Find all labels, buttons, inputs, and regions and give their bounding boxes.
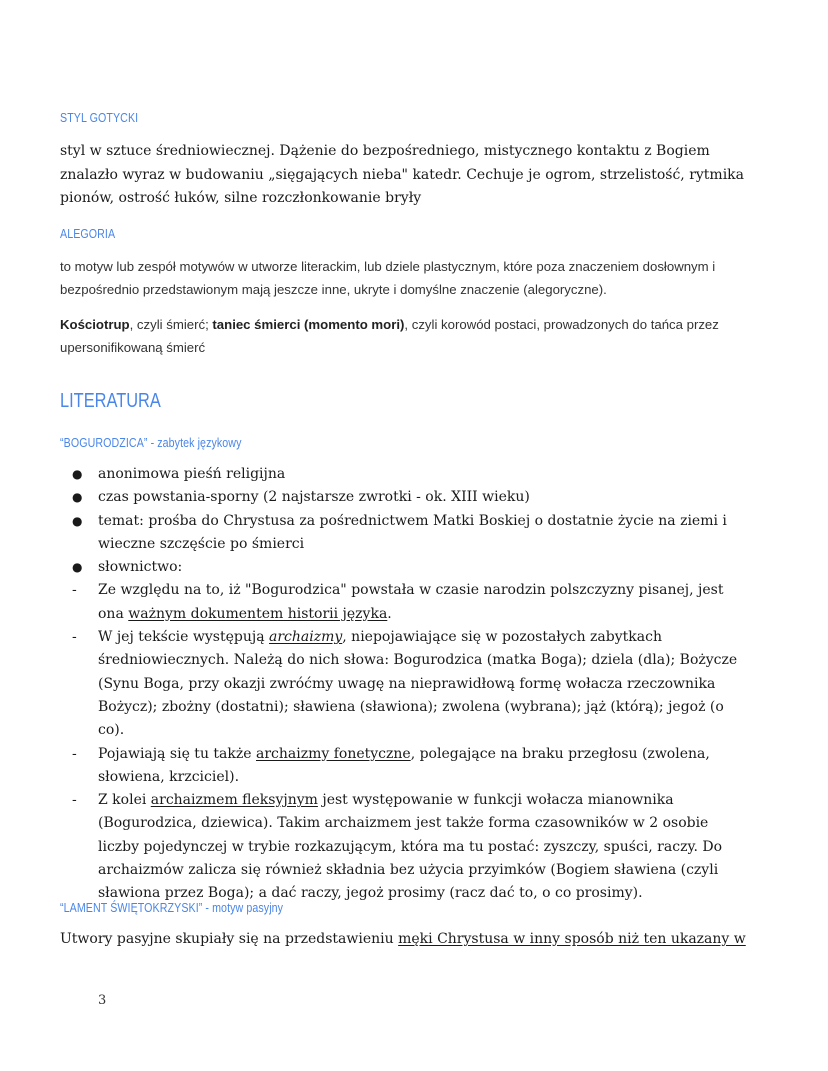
- list-item-text: W jej tekście występują: [98, 629, 269, 646]
- bogurodzica-list: [60, 463, 750, 906]
- paragraph-lament-text: Utwory pasyjne skupiały się na przedstawieniu: [60, 931, 399, 947]
- paragraph-lament: [60, 928, 760, 952]
- list-item: [60, 743, 750, 790]
- list-item-text: Pojawiają się tu także: [98, 745, 256, 762]
- bullet-marker: ●: [72, 467, 83, 481]
- list-item: [60, 556, 750, 579]
- heading-bogurodzica: “BOGURODZICA” - zabytek językowy: [60, 435, 242, 450]
- list-item-text: jest występowanie w funkcji wołacza mianownika (Bogurodzica, dziewica). Takim archaizmem jest także forma czasowników w 2 osobie liczby pojedynczej w trybie rozkazującym, która ma tu postać: zyszczy, spuści, raczy. Do archaizmów zalicza się również składnia bez użycia przyimków (Bogiem sławiena (czyli sławiona przez Boga); a dać raczy, jegoż prosimy (racz dać to, o co prosimy).: [98, 792, 723, 902]
- list-item: [60, 579, 750, 626]
- dash-marker: -: [72, 745, 77, 762]
- heading-lament: “LAMENT ŚWIĘTOKRZYSKI” - motyw pasyjny: [60, 900, 284, 915]
- link-archaizmy-fonetyczne[interactable]: archaizmy fonetyczne: [255, 745, 411, 762]
- list-item-text: Z kolei: [98, 792, 151, 809]
- heading-alegoria: ALEGORIA: [60, 226, 116, 241]
- link-archaizm-fleksyjny[interactable]: archaizmem fleksyjnym: [150, 792, 318, 809]
- list-item: [60, 463, 750, 486]
- list-item: [60, 486, 750, 509]
- list-item-text: Ze względu na to, iż "Bogurodzica" powstała w czasie narodzin polszczyzny pisanej, jest ona: [98, 582, 724, 622]
- dash-marker: -: [72, 582, 77, 599]
- list-item-text: anonimowa pieśń religijna: [98, 466, 286, 482]
- text-kosciotrup: , czyli śmierć;: [129, 317, 213, 332]
- list-item-text: temat: prośba do Chrystusa za pośrednictwem Matki Boskiej o dostatnie życie na ziemi i wieczne szczęście po śmierci: [98, 512, 727, 552]
- text-taniec-smierci: , czyli korowód postaci, prowadzonych do tańca przez upersonifikowaną śmierć: [60, 317, 719, 355]
- list-item-text: słownictwo:: [98, 559, 183, 576]
- paragraph-alegoria: to motyw lub zespół motywów w utworze literackim, lub dziele plastycznym, które poza znaczeniem dosłownym i bezpośrednio przedstawionym mają jeszcze inne, ukryte i domyślne znaczenie (alegoryczne).: [60, 259, 716, 297]
- dash-marker: -: [72, 629, 77, 646]
- bullet-marker: ●: [72, 490, 83, 505]
- page-number: 3: [98, 993, 107, 1008]
- list-item-text: , niepojawiające się w pozostałych zabytkach średniowiecznych. Należą do nich słowa: Bogurodzica (matka Boga); dziela (dla); Bożycze (Synu Boga, przy okazji zwróćmy uwagę na nieprawidłową formę wołacza rzeczownika Bożycz); zbożny (dostatni); sławiena (sławiona); zwolena (wybrana); jąż (którą); jegoż (o co).: [98, 629, 738, 739]
- list-item-text: czas powstania-sporny (2 najstarsze zwrotki - ok. XIII wieku): [98, 489, 530, 506]
- link-archaizmy[interactable]: archaizmy: [269, 629, 343, 646]
- term-taniec-smierci: taniec śmierci (momento mori): [212, 317, 405, 332]
- bullet-marker: ●: [72, 513, 83, 528]
- list-item-text: .: [387, 605, 392, 622]
- paragraph-styl-gotycki: styl w sztuce średniowiecznej. Dążenie do bezpośredniego, mistycznego kontaktu z Bogiem znalazło wyraz w budowaniu „sięgających nieba" katedr. Cechuje je ogrom, strzelistość, rytmika pionów, ostrość łuków, silne rozczłonkowanie bryły: [60, 143, 745, 206]
- list-item: [60, 789, 750, 905]
- paragraph-alegoria-example: [60, 313, 760, 359]
- link-dokument-historii[interactable]: ważnym dokumentem historii języka: [128, 605, 388, 622]
- heading-styl-gotycki: STYL GOTYCKI: [60, 110, 139, 125]
- list-item-text: , polegające na braku przegłosu (zwolena, słowiena, krzciciel).: [98, 745, 710, 785]
- term-kosciotrup: Kościotrup: [60, 317, 130, 332]
- list-item: [60, 510, 750, 557]
- list-item: [60, 626, 750, 742]
- dash-marker: -: [72, 792, 77, 809]
- bullet-marker: ●: [72, 560, 83, 575]
- link-meki-chrystusa[interactable]: męki Chrystusa w inny sposób niż ten ukazany w: [398, 931, 746, 947]
- heading-literatura: LITERATURA: [60, 390, 161, 412]
